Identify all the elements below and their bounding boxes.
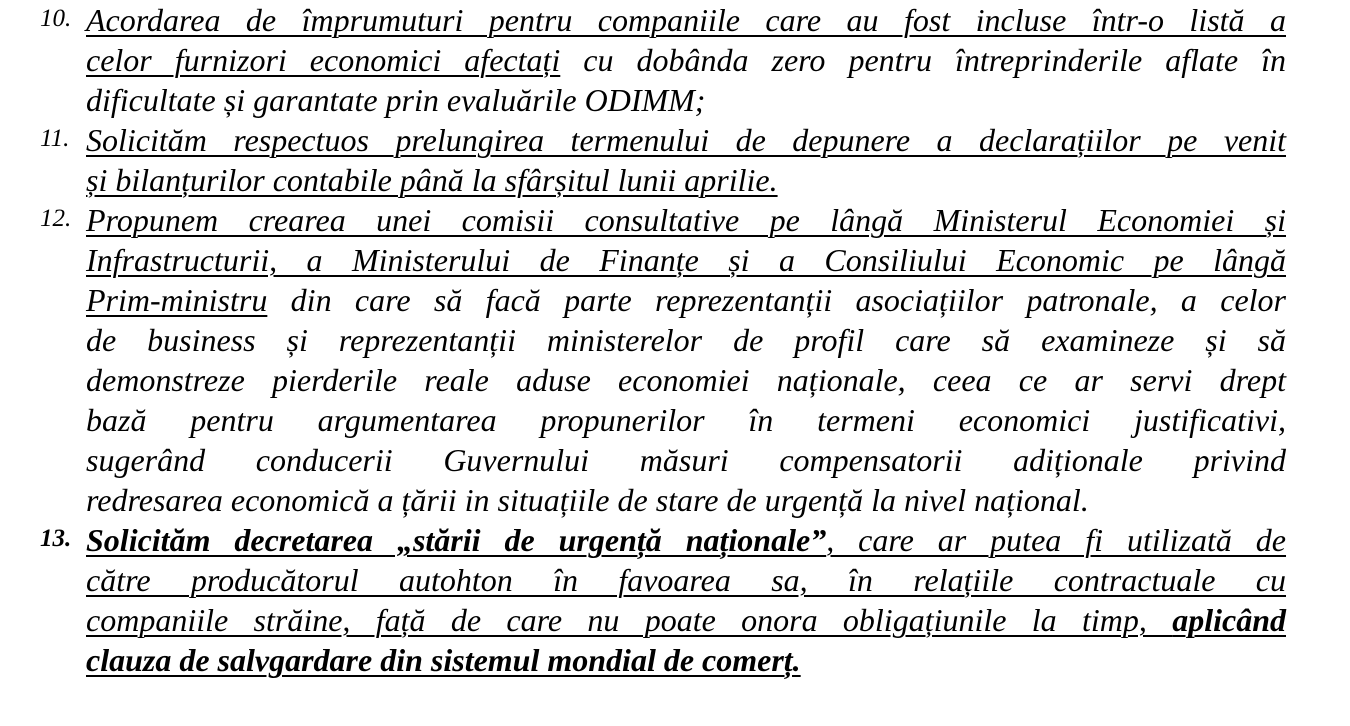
text-line: Propunem crearea unei comisii consultative pe lângă Ministerul Economiei și [86, 202, 1286, 238]
text-line: celor furnizori economici afectați cu dobânda zero pentru întreprinderile aflate în [86, 42, 1287, 78]
text-line: Acordarea de împrumuturi pentru companiile care au fost incluse într-o listă a [86, 2, 1286, 38]
text-line: clauza de salvgardare din sistemul mondial de comerț. [86, 642, 801, 678]
item-number: 12. [40, 205, 72, 232]
text-line: și bilanțurilor contabile până la sfârșitul lunii aprilie. [86, 162, 778, 198]
text-line: dificultate și garantate prin evaluările ODIMM; [86, 82, 706, 118]
text-line: Prim-ministru din care să facă parte reprezentanții asociațiilor patronale, a celor [86, 282, 1286, 318]
item-number: 10. [40, 5, 72, 32]
text-line: redresarea economică a țării in situațiile de stare de urgență la nivel național. [86, 482, 1089, 518]
text-line: de business și reprezentanții ministerelor de profil care să examineze și să [86, 322, 1286, 358]
text-line: către producătorul autohton în favoarea sa, în relațiile contractuale cu [86, 562, 1286, 598]
item-number: 11. [40, 125, 70, 152]
text-line: Infrastructurii, a Ministerului de Finanțe și a Consiliului Economic pe lângă [86, 242, 1286, 278]
text-line: Solicităm decretarea „stării de urgență naționale”, care ar putea fi utilizată de [86, 522, 1287, 558]
text-line: bază pentru argumentarea propunerilor în termeni economici justificativi, [86, 402, 1286, 438]
text-line: companiile străine, față de care nu poate onora obligațiunile la timp, aplicând [86, 602, 1286, 638]
text-line: demonstreze pierderile reale aduse economiei naționale, ceea ce ar servi drept [86, 362, 1286, 398]
text-line: sugerând conducerii Guvernului măsuri compensatorii adiționale privind [86, 442, 1286, 478]
text-line: Solicităm respectuos prelungirea termenului de depunere a declarațiilor pe venit [86, 122, 1286, 158]
item-number: 13. [40, 525, 72, 552]
